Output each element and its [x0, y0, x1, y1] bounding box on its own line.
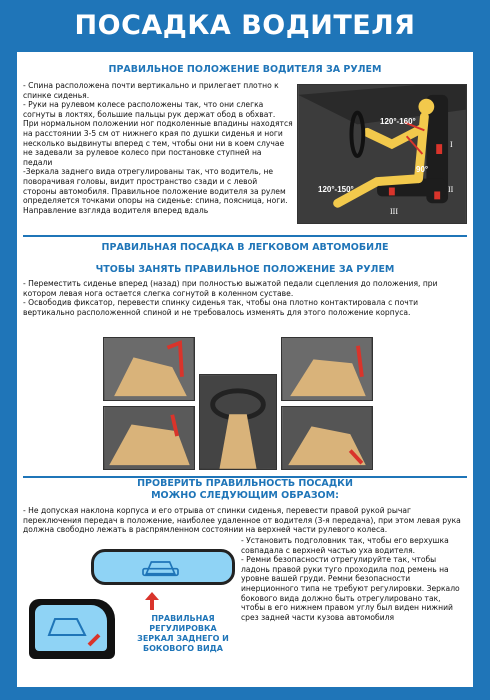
seat-adjust-photo	[103, 337, 195, 401]
section3-text: - Не допуская наклона корпуса и его отрыва от спинки сиденья, перевести правой рукой рычаг переключения передач в положение, наиболее удаленное от водителя (3-я передача), при этом левая рука должна свободно лежать в распрямленном состоянии на верхней части рулевого колеса.	[23, 506, 461, 535]
angle-label-hip: 90°	[416, 165, 429, 174]
support-point-label: I	[450, 140, 453, 149]
section-divider	[23, 235, 467, 237]
section1-paragraph: -Зеркала заднего вида отрегулированы так, что водитель, не поворачивая головы, видит пространство сзади и с левой стороны автомобиля. Правильное положение водителя за рулем определяется точками опоры на сиденье: спина, поясница, ноги. Направление взгляда водителя вперед вдаль	[23, 167, 288, 215]
section3-heading	[17, 478, 473, 502]
rearview-mirror-illustration	[91, 549, 235, 585]
section3-heading-line: МОЖНО СЛЕДУЮЩИМ ОБРАЗОМ:	[151, 490, 339, 501]
section2-subheading: ЧТОБЫ ЗАНЯТЬ ПРАВИЛЬНОЕ ПОЛОЖЕНИЕ ЗА РУЛЕМ	[95, 264, 395, 275]
driver-posture-diagram	[297, 84, 467, 224]
angle-label-arms: 120°-160°	[380, 117, 416, 126]
section1-paragraph: - Спина расположена почти вертикально и прилегает плотно к спинке сиденья.	[23, 81, 279, 100]
side-mirror-illustration	[29, 599, 115, 659]
seat-adjust-photo	[199, 374, 277, 470]
content-panel	[17, 52, 473, 687]
seat-adjust-photo	[103, 406, 195, 470]
mirror-caption: ПРАВИЛЬНАЯ РЕГУЛИРОВКА ЗЕРКАЛ ЗАДНЕГО И БОКОВОГО ВИДА	[137, 614, 229, 653]
section2-heading: ПРАВИЛЬНАЯ ПОСАДКА В ЛЕГКОВОМ АВТОМОБИЛЕ	[101, 242, 389, 253]
seat-adjust-photo	[281, 337, 373, 401]
section2-paragraph: - Переместить сиденье вперед (назад) при полностью выжатой педали сцепления до положения, при котором левая нога остается слегка согнутой в коленном суставе.	[23, 279, 438, 298]
section2-text	[23, 279, 467, 317]
section3-right-text: - Установить подголовник так, чтобы его верхушка совпадала с верхней частью уха водителя. - Ремни безопасности отрегулируйте так, чтобы ладонь правой руки туго проходила под ремень на уровне вашей груди. Ремни безопасности инерционного типа не требуют регулировки. Зеркало бокового вида должно быть отрегулировано так, чтобы в его нижнем правом углу был виден нижний срез задней части кузова автомобиля	[241, 536, 460, 622]
seat-adjust-photo	[281, 406, 373, 470]
support-point-label: II	[448, 185, 454, 194]
page-title: ПОСАДКА ВОДИТЕЛЯ	[74, 10, 416, 41]
support-point-label: III	[390, 207, 398, 216]
section1-heading: ПРАВИЛЬНОЕ ПОЛОЖЕНИЕ ВОДИТЕЛЯ ЗА РУЛЕМ	[108, 64, 382, 75]
driver-posture-svg	[298, 85, 466, 223]
arrow-up-icon	[145, 592, 159, 610]
angle-label-knee: 120°-150°	[318, 185, 354, 194]
section3-heading-line: ПРОВЕРИТЬ ПРАВИЛЬНОСТЬ ПОСАДКИ	[137, 478, 353, 489]
section1-paragraph: - Руки на рулевом колесе расположены так, что они слегка согнуты в локтях, большие пальцы рук держат обод в обхват. При нормальном положении ног подколенные впадины находятся на расстоянии 3-5 см от нижнего края по душки сиденья и ноги несколько выдвинуты вперед с тем, чтобы они ни в коем случае не задевали за рулевое колесо при постановке ступней на педали	[23, 100, 293, 167]
section2-paragraph: - Освободив фиксатор, перевести спинку сиденья так, чтобы она плотно контактировала с почти вертикально расположенной спиной и не требовалось изменять для этого положение корпуса.	[23, 298, 419, 317]
section1-text	[23, 81, 293, 215]
